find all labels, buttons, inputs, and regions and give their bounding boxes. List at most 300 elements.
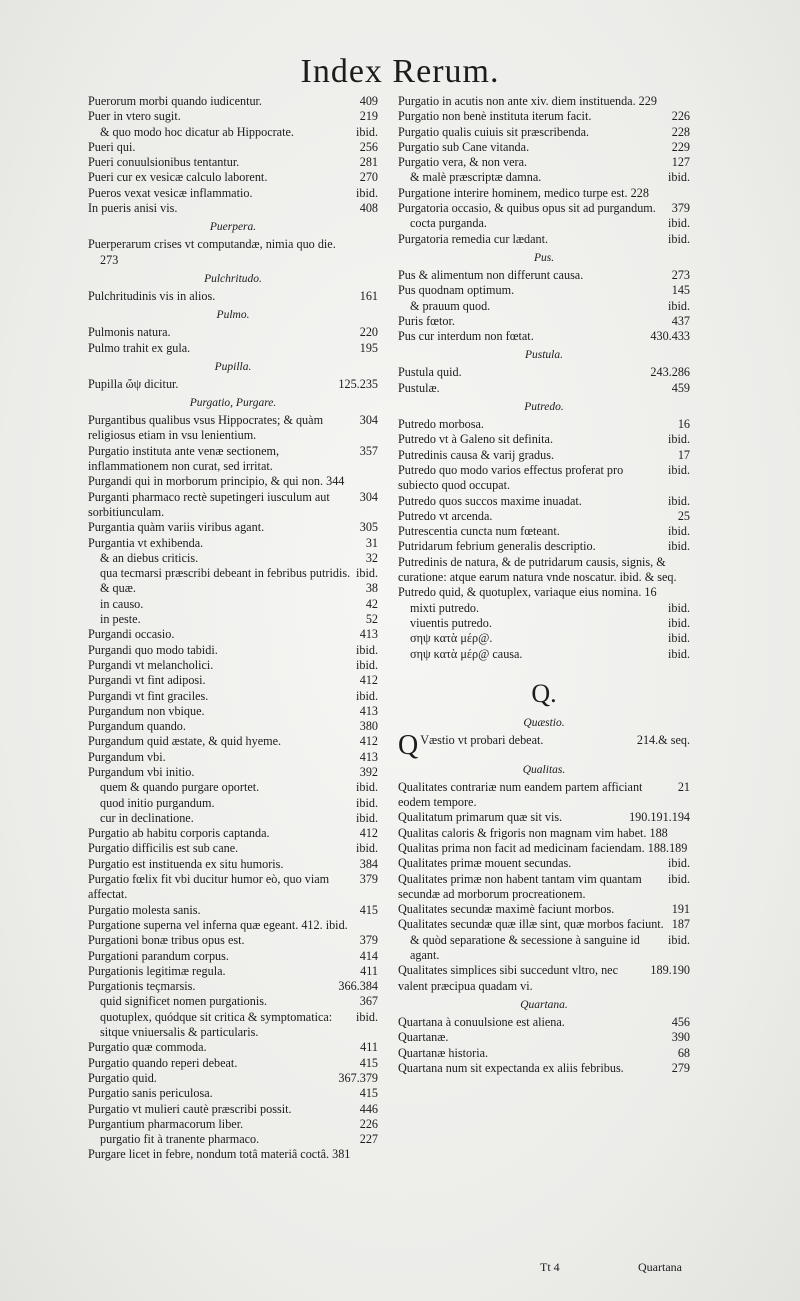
entry-text: Qualitates secundæ quæ illæ sint, quæ morbos faciunt. [398, 917, 664, 932]
index-entry [88, 1132, 378, 1147]
entry-page: ibid. [667, 615, 690, 630]
entry-text: Purgandi quo modo tabidi. [88, 642, 218, 657]
entry-page: 384 [359, 856, 378, 871]
entry-text: cocta purganda. [410, 216, 487, 231]
entry-page: 357 [359, 443, 378, 458]
entry-text: Purgandum quando. [88, 719, 186, 734]
entry-text: Purgatione superna vel inferna quæ egeant. 412. ibid. [88, 917, 348, 932]
entry-page: 380 [359, 719, 378, 734]
entry-page: 415 [359, 1055, 378, 1070]
entry-text: Puerorum morbi quando iudicentur. [88, 94, 262, 108]
index-entry [88, 704, 378, 719]
index-entry [88, 94, 378, 109]
index-entry [88, 490, 378, 521]
entry-page: 214.& seq. [636, 732, 690, 747]
index-entry [88, 734, 378, 749]
entry-text: Purgantibus qualibus vsus Hippocrates; & quàm religiosus etiam in vsu lenientium. [88, 413, 324, 443]
index-entry [88, 918, 378, 933]
entry-page: 411 [360, 1040, 378, 1055]
index-entry [88, 201, 378, 216]
entry-text: quid significet nomen purgationis. [100, 994, 267, 1009]
entry-text: Purgantia vt exhibenda. [88, 535, 204, 550]
entry-page: 52 [365, 612, 378, 627]
index-entry [398, 647, 690, 662]
index-entry [398, 494, 690, 509]
entry-page: 437 [671, 313, 690, 328]
entry-page: 413 [359, 749, 378, 764]
entry-page: ibid. [667, 462, 690, 477]
index-entry [88, 811, 378, 826]
entry-page: ibid. [355, 566, 378, 581]
entry-page: 270 [359, 170, 378, 185]
entry-text: Purgatio molesta sanis. [88, 902, 201, 917]
page-footer [540, 1260, 682, 1275]
index-entry [88, 289, 378, 304]
entry-page: 367 [359, 994, 378, 1009]
entry-page: ibid. [355, 657, 378, 672]
index-entry [398, 601, 690, 616]
entry-text: Purgatio in acutis non ante xiv. diem instituenda. 229 [398, 94, 657, 108]
entry-page [686, 186, 690, 201]
entry-page: 243.286 [650, 365, 690, 380]
entry-page: 42 [365, 596, 378, 611]
entry-text: cur in declinatione. [100, 810, 194, 825]
entry-page: 68 [677, 1045, 690, 1060]
entry-text: Purgatio non benè instituta iterum facit. [398, 109, 592, 124]
entry-page: ibid. [355, 795, 378, 810]
entry-text: Purgandi vt melancholici. [88, 657, 214, 672]
entry-text: Putrescentia cuncta num fœteant. [398, 524, 560, 539]
entry-text: Puerperarum crises vt computandæ, nimia quo die. [88, 237, 336, 252]
entry-text: Purgatio est instituenda ex situ humoris. [88, 856, 284, 871]
entry-text: Purgatio sanis periculosa. [88, 1086, 213, 1101]
index-entry [88, 689, 378, 704]
index-heading: Puerpera. [209, 221, 257, 234]
index-entry [88, 612, 378, 627]
index-entry [88, 155, 378, 170]
entry-text: Qualitas caloris & frigoris non magnam vim habet. 188 [398, 825, 668, 840]
index-entry [398, 509, 690, 524]
index-entry [88, 325, 378, 340]
entry-text: Quartana à conuulsione est aliena. [398, 1014, 565, 1029]
page-title: Index Rerum. [300, 53, 500, 90]
index-entry [88, 1117, 378, 1132]
entry-page: 456 [671, 1014, 690, 1029]
index-entry [88, 994, 378, 1009]
index-heading: Pulchritudo. [204, 272, 262, 285]
entry-text: Pueri qui. [88, 139, 136, 154]
entry-text: Purgatoria occasio, & quibus opus sit ad purgandum. [398, 201, 656, 216]
index-heading: Quartana. [520, 998, 568, 1011]
index-entry [398, 283, 690, 298]
entry-text: Purgandi qui in morborum principio, & qui non. 344 [88, 474, 345, 489]
index-entry [398, 365, 690, 380]
index-entry [398, 902, 690, 917]
index-entry [88, 1010, 378, 1041]
entry-page: 305 [359, 520, 378, 535]
entry-page: 21 [677, 779, 690, 794]
entry-page: ibid. [667, 231, 690, 246]
entry-text: Væstio vt probari debeat. [420, 732, 544, 747]
entry-text: & quæ. [100, 581, 136, 596]
index-entry [398, 140, 690, 155]
index-entry [88, 872, 378, 903]
index-entry [88, 857, 378, 872]
entry-text: In pueris anisi vis. [88, 201, 178, 216]
entry-text: Purgatio ab habitu corporis captanda. [88, 826, 270, 841]
entry-page: ibid. [667, 932, 690, 947]
entry-text: Putredo vt arcenda. [398, 508, 493, 523]
entry-text: σηψ κατὰ μέρ@. [410, 631, 493, 646]
index-entry [398, 841, 690, 856]
entry-page: 411 [360, 963, 378, 978]
entry-text: Pus cur interdum non fœtat. [398, 329, 534, 344]
entry-page: 125.235 [338, 376, 378, 391]
right-column [398, 94, 690, 1076]
index-entry [398, 170, 690, 185]
entry-text: Putredinis de natura, & de putridarum causis, signis, & curatione: atque earum natura vnde noscatur. ibid. & seq. [398, 554, 677, 585]
entry-page: 415 [359, 902, 378, 917]
entry-text: Qualitatum primarum quæ sit vis. [398, 810, 563, 825]
entry-text: Putredo quo modo varios effectus proferat pro subiecto quod occupat. [398, 462, 624, 493]
index-entry [398, 417, 690, 432]
entry-page: ibid. [355, 1009, 378, 1024]
index-entry [88, 520, 378, 535]
index-entry [88, 377, 378, 392]
index-entry [398, 448, 690, 463]
index-entry [88, 903, 378, 918]
entry-text: Qualitas prima non facit ad medicinam faciendam. 188.189 [398, 840, 688, 855]
index-heading: Quæstio. [523, 716, 565, 729]
index-entry [398, 933, 690, 964]
entry-page: 32 [365, 550, 378, 565]
entry-text: Purgantia quàm variis viribus agant. [88, 520, 265, 535]
entry-page: 227 [359, 1132, 378, 1147]
index-entry [88, 826, 378, 841]
entry-text: Pulmo trahit ex gula. [88, 340, 191, 355]
entry-text: & quo modo hoc dicatur ab Hippocrate. [100, 124, 294, 139]
index-heading: Pus. [533, 251, 555, 264]
entry-text: Purgatio sub Cane vitanda. [398, 139, 530, 154]
entry-text: Pulchritudinis vis in alios. [88, 288, 216, 303]
entry-text: Putredo vt à Galeno sit definita. [398, 432, 554, 447]
entry-text: Puer in vtero sugit. [88, 109, 181, 124]
index-entry [88, 964, 378, 979]
index-entry [398, 539, 690, 554]
entry-page: 189.190 [650, 963, 690, 978]
section-letter: Q. [531, 678, 557, 708]
entry-text: Quartanæ historia. [398, 1045, 489, 1060]
index-entry [398, 109, 690, 124]
entry-text: & an diebus criticis. [100, 550, 199, 565]
entry-page: ibid. [355, 810, 378, 825]
entry-page: ibid. [667, 170, 690, 185]
index-entry [398, 201, 690, 216]
index-entry [398, 216, 690, 231]
signature-mark: Tt 4 [540, 1260, 560, 1274]
entry-page: 38 [365, 581, 378, 596]
entry-text: quod initio purgandum. [100, 795, 215, 810]
entry-text: Purgatio quid. [88, 1070, 157, 1085]
entry-text: Purgandum vbi initio. [88, 764, 195, 779]
entry-page: ibid. [667, 646, 690, 661]
entry-text: Pueri conuulsionibus tentantur. [88, 155, 240, 170]
entry-page: 412 [359, 826, 378, 841]
index-entry [88, 597, 378, 612]
index-entry [88, 551, 378, 566]
entry-text: & quòd separatione & secessione à sanguine id agant. [410, 932, 640, 963]
index-entry [398, 585, 690, 600]
entry-page: 17 [677, 447, 690, 462]
entry-text: Pus quodnam optimum. [398, 283, 515, 298]
entry-page: 127 [671, 155, 690, 170]
entry-text: Pupilla ὤψ dicitur. [88, 376, 179, 391]
entry-page: 409 [359, 94, 378, 108]
entry-text: Purgatio qualis cuiuis sit præscribenda. [398, 124, 590, 139]
entry-text: Purgatio quando reperi debeat. [88, 1055, 238, 1070]
entry-text: Purgatio fœlix fit vbi ducitur humor eò, quo viam affectat. [88, 872, 330, 902]
entry-page: 195 [359, 340, 378, 355]
index-entry [88, 444, 378, 475]
entry-text: Purgatio instituta ante venæ sectionem, inflammationem non curat, sed irritat. [88, 443, 280, 474]
index-entry [398, 1061, 690, 1076]
index-entry [88, 536, 378, 551]
entry-text: qua tecmarsi præscribi debeant in febribus putridis. [100, 566, 351, 581]
index-entry [88, 1147, 378, 1162]
index-entry [88, 109, 378, 124]
entry-text: Qualitates primæ mouent secundas. [398, 856, 572, 871]
index-entry [88, 796, 378, 811]
drop-cap: Q [398, 732, 419, 759]
entry-page: 367.379 [338, 1070, 378, 1085]
entry-page: 229 [671, 139, 690, 154]
index-entry [398, 314, 690, 329]
entry-text: Purgationi bonæ tribus opus est. [88, 933, 245, 948]
index-entry [88, 1040, 378, 1055]
entry-text: Purgatio quæ commoda. [88, 1040, 207, 1055]
entry-text: Qualitates primæ non habent tantam vim quantam secundæ ad morborum procreationem. [398, 871, 642, 901]
entry-text: Qualitates contrariæ num eandem partem afficiant eodem tempore. [398, 779, 643, 810]
index-entry [88, 253, 378, 268]
entry-page: 187 [671, 917, 690, 932]
entry-text: Putredo quid, & quotuplex, variaque eius nomina. 16 [398, 585, 657, 600]
entry-page: ibid. [667, 539, 690, 554]
entry-page: 279 [671, 1060, 690, 1075]
entry-text: Purgatoria remedia cur lædant. [398, 231, 549, 246]
index-entry [398, 631, 690, 646]
entry-text: Pulmonis natura. [88, 325, 171, 340]
index-entry [88, 719, 378, 734]
entry-text: Pueros vexat vesicæ inflammatio. [88, 185, 253, 200]
index-entry [88, 949, 378, 964]
entry-page: 226 [359, 1116, 378, 1131]
entry-page: 415 [359, 1086, 378, 1101]
entry-page: 408 [359, 201, 378, 216]
entry-text: in peste. [100, 612, 141, 627]
entry-page: 379 [359, 872, 378, 887]
entry-text: Purgandi occasio. [88, 627, 175, 642]
index-entry [88, 933, 378, 948]
entry-text: purgatio fit à tranente pharmaco. [100, 1132, 260, 1147]
entry-page: ibid. [355, 124, 378, 139]
entry-text: Putridarum febrium generalis descriptio. [398, 539, 596, 554]
entry-text: Purgationis teçmarsis. [88, 979, 196, 994]
index-entry [398, 856, 690, 871]
index-entry [88, 750, 378, 765]
index-entry [88, 841, 378, 856]
entry-page: 379 [671, 201, 690, 216]
entry-page: 459 [671, 380, 690, 395]
entry-text: Puris fœtor. [398, 313, 455, 328]
index-entry [88, 413, 378, 444]
entry-text: mixti putredo. [410, 600, 480, 615]
index-entry [398, 299, 690, 314]
index-entry [88, 186, 378, 201]
entry-page: ibid. [667, 432, 690, 447]
entry-page: ibid. [355, 780, 378, 795]
entry-text: Pueri cur ex vesicæ calculo laborent. [88, 170, 268, 185]
entry-page: ibid. [355, 688, 378, 703]
index-entry [88, 474, 378, 489]
entry-text: Purgationi parandum corpus. [88, 948, 229, 963]
entry-text: Purgatio difficilis est sub cane. [88, 841, 239, 856]
entry-page: 430.433 [650, 329, 690, 344]
index-entry [88, 658, 378, 673]
entry-page: 220 [359, 325, 378, 340]
index-heading: Pulmo. [216, 309, 250, 322]
entry-text: Quartanæ. [398, 1030, 449, 1045]
index-entry [398, 780, 690, 811]
index-entry [398, 826, 690, 841]
entry-text: Putredo morbosa. [398, 417, 484, 432]
entry-text: Purgandi vt fint graciles. [88, 688, 209, 703]
entry-page: 412 [359, 734, 378, 749]
entry-page: ibid. [667, 856, 690, 871]
entry-page: 145 [671, 283, 690, 298]
entry-text: in causo. [100, 596, 144, 611]
index-entry [398, 524, 690, 539]
entry-page: 161 [359, 288, 378, 303]
index-entry [88, 780, 378, 795]
entry-text: Purgandum non vbique. [88, 703, 205, 718]
index-heading: Purgatio, Purgare. [189, 397, 277, 410]
entry-page: ibid. [355, 642, 378, 657]
entry-text: Purgandum quid æstate, & quid hyeme. [88, 734, 282, 749]
index-entry [88, 1071, 378, 1086]
entry-text: & prauum quod. [410, 298, 491, 313]
entry-page: 413 [359, 703, 378, 718]
entry-page: ibid. [667, 216, 690, 231]
entry-text: Qualitates simplices sibi succedunt vltro, nec valent præcipua quadam vi. [398, 963, 618, 993]
entry-page: ibid. [667, 524, 690, 539]
index-entry [398, 810, 690, 825]
entry-page: 219 [359, 109, 378, 124]
index-entry [88, 643, 378, 658]
entry-text: σηψ κατὰ μέρ@ causa. [410, 646, 523, 661]
entry-page: ibid. [667, 298, 690, 313]
entry-text: & malè præscriptæ damna. [410, 170, 542, 185]
index-entry [88, 237, 378, 252]
entry-page: 412 [359, 673, 378, 688]
entry-text: Purgare licet in febre, nondum totâ materiâ coctâ. 381 [88, 1147, 351, 1162]
entry-text: viuentis putredo. [410, 615, 492, 630]
entry-text: Purgatio vt mulieri cautè præscribi possit. [88, 1101, 292, 1116]
index-entry [88, 1086, 378, 1101]
entry-page: ibid. [355, 185, 378, 200]
entry-text: Purgatione interire hominem, medico turpe est. 228 [398, 185, 649, 200]
entry-page [374, 253, 378, 268]
entry-text: Purgatio vera, & non vera. [398, 155, 528, 170]
index-entry [88, 341, 378, 356]
index-entry [398, 1046, 690, 1061]
index-entry [398, 329, 690, 344]
index-entry [88, 125, 378, 140]
entry-page: 413 [359, 627, 378, 642]
entry-page: ibid. [667, 871, 690, 886]
entry-text: Putredo quos succos maxime inuadat. [398, 493, 582, 508]
index-entry [398, 268, 690, 283]
index-entry [88, 581, 378, 596]
entry-page: 256 [359, 139, 378, 154]
index-entry [398, 232, 690, 247]
entry-text: Purgandum vbi. [88, 749, 166, 764]
index-heading: Pupilla. [214, 360, 252, 373]
entry-text: Putredinis causa & varij gradus. [398, 447, 555, 462]
entry-page: 190.191.194 [629, 810, 690, 825]
entry-page: 366.384 [338, 979, 378, 994]
entry-page: 304 [359, 489, 378, 504]
entry-text: quotuplex, quódque sit critica & symptomatica: sitque vniuersalis & particularis. [100, 1009, 333, 1040]
index-entry [88, 979, 378, 994]
entry-page: ibid. [667, 600, 690, 615]
entry-page: 414 [359, 948, 378, 963]
entry-page: 281 [359, 155, 378, 170]
entry-page: 273 [671, 267, 690, 282]
entry-page: 25 [677, 508, 690, 523]
index-entry [88, 765, 378, 780]
index-entry [88, 140, 378, 155]
index-entry [88, 1056, 378, 1071]
index-entry [398, 381, 690, 396]
index-entry [398, 1030, 690, 1045]
index-entry [88, 1102, 378, 1117]
entry-text: 273 [100, 252, 119, 267]
entry-page: 31 [365, 535, 378, 550]
index-entry [398, 186, 690, 201]
entry-page: 390 [671, 1030, 690, 1045]
index-entry [88, 627, 378, 642]
index-entry [398, 616, 690, 631]
entry-page: 228 [671, 124, 690, 139]
index-entry [398, 1015, 690, 1030]
entry-page: 446 [359, 1101, 378, 1116]
entry-text: Pustula quid. [398, 365, 462, 380]
index-entry [398, 555, 690, 586]
entry-page: 304 [359, 413, 378, 428]
index-entry [398, 872, 690, 903]
index-entry [398, 125, 690, 140]
entry-text: Qualitates secundæ maximè faciunt morbos. [398, 902, 615, 917]
index-entry [398, 94, 690, 109]
entry-text: Quartana num sit expectanda ex aliis febribus. [398, 1060, 624, 1075]
entry-page: 16 [677, 417, 690, 432]
entry-page: ibid. [667, 631, 690, 646]
index-entry [398, 917, 690, 932]
index-heading: Qualitas. [522, 763, 566, 776]
index-heading: Putredo. [524, 401, 564, 414]
entry-text: Purgandi vt fint adiposi. [88, 673, 206, 688]
entry-page: 379 [359, 933, 378, 948]
